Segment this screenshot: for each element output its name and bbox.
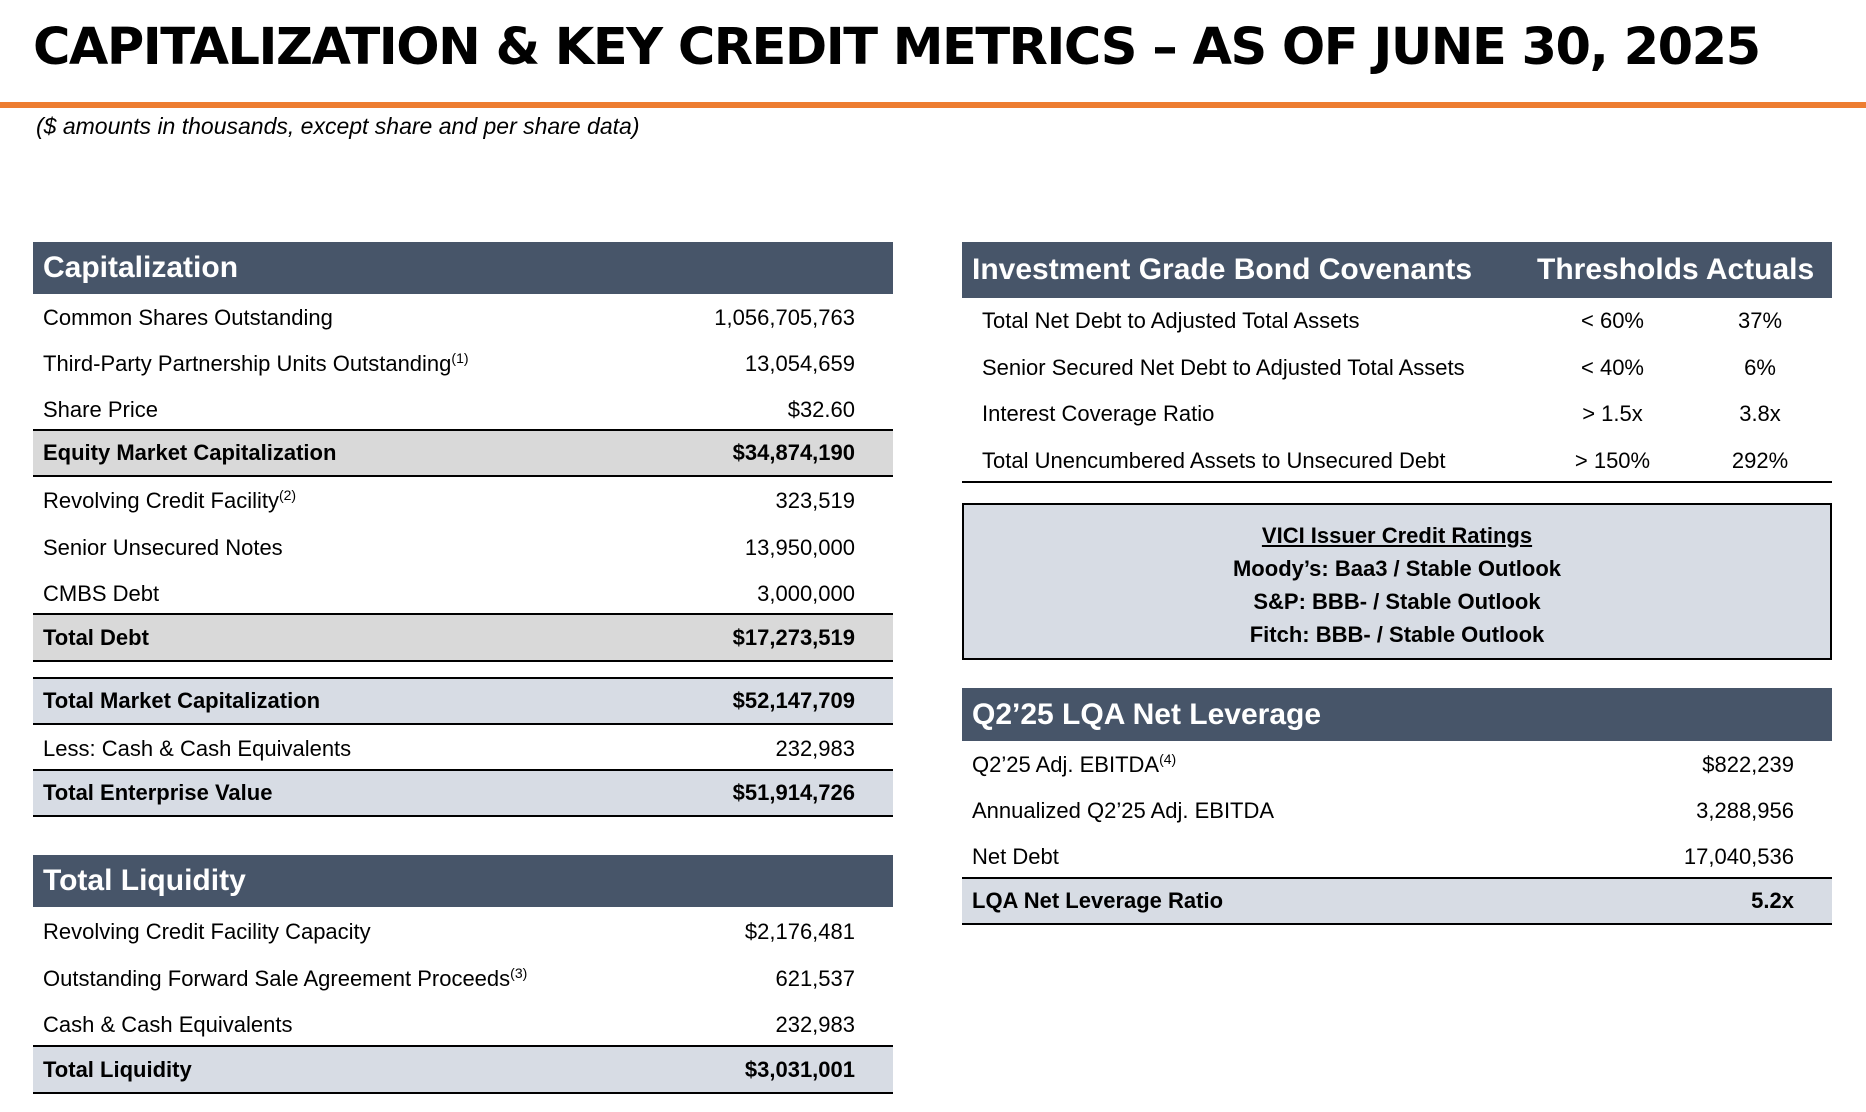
row-value: $822,239 bbox=[1702, 752, 1794, 777]
footnote-marker: (4) bbox=[1159, 751, 1177, 767]
actual-value: 37% bbox=[1737, 308, 1783, 333]
table-row bbox=[33, 912, 893, 952]
capitalization-header-label: Capitalization bbox=[43, 251, 239, 284]
threshold-value: < 40% bbox=[1581, 355, 1644, 380]
row-label: LQA Net Leverage Ratio bbox=[972, 888, 1224, 913]
row-label: Total Net Debt to Adjusted Total Assets bbox=[982, 308, 1360, 333]
footnote-marker: (1) bbox=[451, 350, 469, 366]
total-row bbox=[33, 769, 893, 817]
row-label: Senior Unsecured Notes bbox=[43, 535, 283, 560]
leverage-header-label: Q2’25 LQA Net Leverage bbox=[972, 697, 1322, 731]
row-value: 3,288,956 bbox=[1696, 798, 1794, 823]
footnote-marker: (3) bbox=[510, 965, 528, 981]
row-label: Total Market Capitalization bbox=[43, 688, 321, 713]
row-value: 1,056,705,763 bbox=[714, 305, 855, 330]
row-value: 232,983 bbox=[775, 1012, 855, 1037]
table-row bbox=[962, 791, 1832, 831]
liquidity-header bbox=[33, 855, 893, 907]
row-label: Q2’25 Adj. EBITDA bbox=[972, 752, 1160, 777]
rating-sp: S&P: BBB- / Stable Outlook bbox=[1253, 589, 1541, 614]
row-label: Share Price bbox=[43, 397, 158, 422]
row-label: Revolving Credit Facility bbox=[43, 488, 279, 513]
table-row bbox=[33, 528, 893, 568]
total-row bbox=[962, 877, 1832, 925]
table-row bbox=[962, 394, 1832, 434]
liquidity-header-label: Total Liquidity bbox=[43, 864, 246, 897]
subtotal-row bbox=[33, 429, 893, 477]
page-title: CAPITALIZATION & KEY CREDIT METRICS – AS OF JUNE 30, 2025 bbox=[33, 18, 1760, 77]
row-label: Total Debt bbox=[43, 624, 149, 650]
credit-ratings-box bbox=[962, 503, 1832, 660]
page-subtitle: ($ amounts in thousands, except share and per share data) bbox=[36, 113, 640, 139]
subtotal-row bbox=[33, 613, 893, 662]
row-value: $52,147,709 bbox=[732, 688, 855, 713]
capitalization-header bbox=[33, 242, 893, 294]
actual-value: 292% bbox=[1731, 448, 1789, 473]
row-value: 3,000,000 bbox=[757, 581, 855, 606]
table-row bbox=[962, 837, 1832, 877]
table-row bbox=[33, 481, 893, 521]
row-label: Cash & Cash Equivalents bbox=[43, 1012, 293, 1037]
covenants-header bbox=[962, 242, 1832, 298]
actual-value: 6% bbox=[1744, 355, 1776, 380]
threshold-value: > 1.5x bbox=[1582, 401, 1643, 426]
row-label: Senior Secured Net Debt to Adjusted Total Assets bbox=[982, 355, 1465, 380]
row-label: Total Unencumbered Assets to Unsecured Debt bbox=[982, 448, 1446, 473]
actuals-column-header: Actuals bbox=[1705, 253, 1815, 286]
table-row bbox=[962, 348, 1832, 388]
row-value: 5.2x bbox=[1751, 888, 1794, 913]
table-row bbox=[962, 441, 1832, 483]
table-row bbox=[33, 959, 893, 999]
table-row bbox=[33, 729, 893, 769]
total-row bbox=[33, 677, 893, 725]
row-value: $51,914,726 bbox=[732, 780, 855, 805]
row-label: Outstanding Forward Sale Agreement Proceeds bbox=[43, 966, 511, 991]
row-value: 323,519 bbox=[775, 488, 855, 513]
table-row bbox=[33, 574, 893, 614]
table-row bbox=[33, 1005, 893, 1045]
row-value: $34,874,190 bbox=[732, 440, 855, 465]
table-row bbox=[33, 390, 893, 430]
covenants-header-label: Investment Grade Bond Covenants bbox=[972, 253, 1473, 286]
row-label: CMBS Debt bbox=[43, 581, 160, 606]
row-label: Total Liquidity bbox=[43, 1056, 192, 1082]
row-label: Equity Market Capitalization bbox=[43, 440, 337, 465]
threshold-value: > 150% bbox=[1574, 448, 1651, 473]
title-underline bbox=[0, 102, 1866, 108]
row-value: 17,040,536 bbox=[1683, 844, 1794, 869]
thresholds-column-header: Thresholds bbox=[1537, 253, 1699, 286]
row-value: 621,537 bbox=[775, 966, 855, 991]
row-label: Less: Cash & Cash Equivalents bbox=[43, 736, 352, 761]
footnote-marker: (2) bbox=[278, 487, 297, 503]
table-row bbox=[962, 745, 1832, 785]
leverage-header bbox=[962, 688, 1832, 741]
credit-ratings-title: VICI Issuer Credit Ratings bbox=[1261, 523, 1533, 548]
row-value: 232,983 bbox=[775, 736, 855, 761]
row-value: $3,031,001 bbox=[744, 1056, 855, 1082]
row-value: 13,950,000 bbox=[744, 535, 855, 560]
row-value: 13,054,659 bbox=[744, 351, 855, 376]
row-label: Common Shares Outstanding bbox=[43, 305, 333, 330]
rating-moodys: Moody’s: Baa3 / Stable Outlook bbox=[1232, 556, 1561, 581]
row-label: Annualized Q2’25 Adj. EBITDA bbox=[972, 798, 1275, 823]
row-label: Third-Party Partnership Units Outstanding bbox=[43, 351, 452, 376]
row-value: $17,273,519 bbox=[732, 624, 855, 650]
row-label: Net Debt bbox=[972, 844, 1059, 869]
row-value: $2,176,481 bbox=[744, 919, 855, 944]
table-row bbox=[962, 301, 1832, 341]
actual-value: 3.8x bbox=[1739, 401, 1781, 426]
table-row bbox=[33, 344, 893, 384]
row-label: Revolving Credit Facility Capacity bbox=[43, 919, 371, 944]
rating-fitch: Fitch: BBB- / Stable Outlook bbox=[1249, 622, 1545, 647]
row-label: Interest Coverage Ratio bbox=[982, 401, 1215, 426]
row-label: Total Enterprise Value bbox=[43, 780, 273, 805]
row-value: $32.60 bbox=[787, 397, 855, 422]
table-row bbox=[33, 298, 893, 338]
threshold-value: < 60% bbox=[1581, 308, 1644, 333]
total-row bbox=[33, 1045, 893, 1094]
